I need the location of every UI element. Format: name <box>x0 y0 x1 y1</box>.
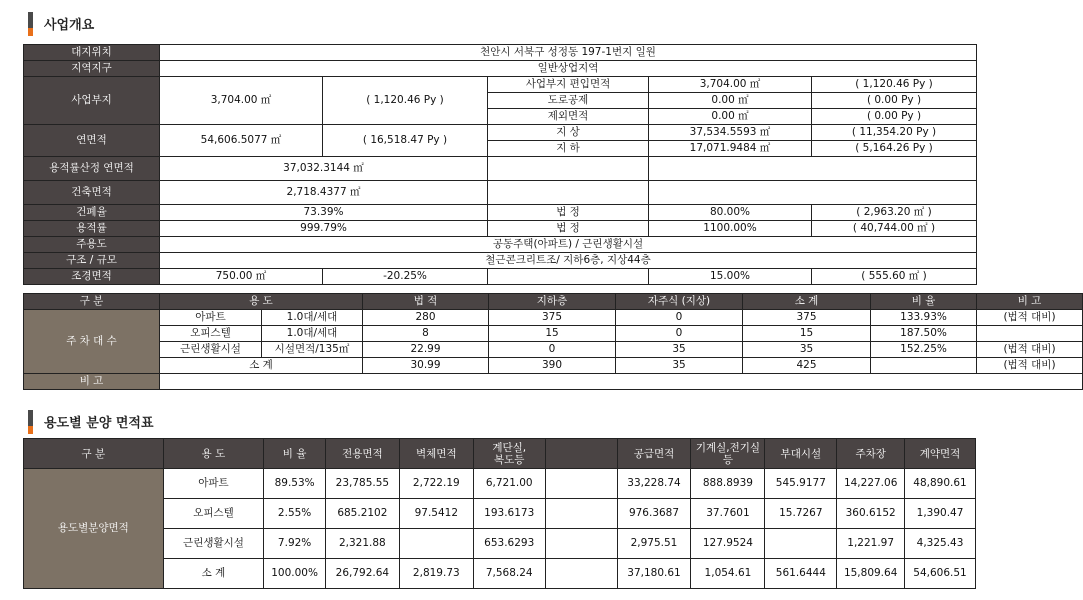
column-header: 용 도 <box>163 439 264 469</box>
table-row <box>24 205 977 221</box>
table-row <box>24 61 977 77</box>
cell-wall: 2,819.73 <box>399 559 473 589</box>
section-title-text: 사업개요 <box>44 18 95 33</box>
cell-ratio: 7.92% <box>264 529 326 559</box>
table-row <box>24 77 977 93</box>
title-marker <box>28 410 33 426</box>
cell-value: 73.39% <box>160 205 488 221</box>
column-header: 자주식 (지상) <box>616 294 743 310</box>
cell-empty <box>649 181 977 205</box>
cell-note: (법적 대비) <box>977 310 1083 326</box>
cell-use: 아파트 <box>160 310 262 326</box>
table-row <box>24 237 977 253</box>
column-header: 구 분 <box>24 439 164 469</box>
cell-basis: 1.0대/세대 <box>262 310 363 326</box>
cell-aux: 561.6444 <box>765 559 837 589</box>
cell-wall: 97.5412 <box>399 499 473 529</box>
column-header: 소 계 <box>743 294 871 310</box>
cell-self: 35 <box>616 358 743 374</box>
cell-py: ( 2,963.20 ㎡ ) <box>812 205 977 221</box>
cell-underground: 15 <box>489 326 616 342</box>
cell-aux: 15.7267 <box>765 499 837 529</box>
column-header: 전용면적 <box>325 439 399 469</box>
cell-parking: 15,809.64 <box>837 559 905 589</box>
cell-use: 소 계 <box>163 559 264 589</box>
cell-contract: 1,390.47 <box>905 499 976 529</box>
table-row <box>24 342 1083 358</box>
cell-sublabel: 지 상 <box>488 125 649 141</box>
cell-exclusive: 23,785.55 <box>325 469 399 499</box>
row-label: 건축면적 <box>24 181 160 205</box>
overview-table <box>23 44 977 285</box>
row-label: 대지위치 <box>24 45 160 61</box>
cell-blank <box>545 529 617 559</box>
cell-value: 일반상업지역 <box>160 61 977 77</box>
cell-supply: 37,180.61 <box>617 559 691 589</box>
cell-self: 0 <box>616 326 743 342</box>
cell-value: 37,032.3144 ㎡ <box>160 157 488 181</box>
cell-py: ( 40,744.00 ㎡ ) <box>812 221 977 237</box>
cell-stair: 193.6173 <box>473 499 545 529</box>
cell-use: 근린생활시설 <box>160 342 262 358</box>
group-label: 용도별분양면적 <box>24 469 164 589</box>
table-row <box>24 181 977 205</box>
cell-empty <box>649 157 977 181</box>
cell-aux <box>765 529 837 559</box>
cell-py: ( 16,518.47 Py ) <box>323 125 488 157</box>
area-table <box>23 438 976 589</box>
cell-sublabel: 법 정 <box>488 205 649 221</box>
cell-value: 0.00 ㎡ <box>649 109 812 125</box>
table-row <box>24 310 1083 326</box>
table-total-row <box>24 559 976 589</box>
cell-sublabel: 도로공제 <box>488 93 649 109</box>
cell-value: 15.00% <box>649 269 812 285</box>
column-header: 용 도 <box>160 294 363 310</box>
cell-wall: 2,722.19 <box>399 469 473 499</box>
title-marker <box>28 12 33 28</box>
cell-machine: 888.8939 <box>691 469 765 499</box>
cell-note: (법적 대비) <box>977 358 1083 374</box>
cell-exclusive: 2,321.88 <box>325 529 399 559</box>
column-header: 벽체면적 <box>399 439 473 469</box>
cell-value: 공동주택(아파트) / 근린생활시설 <box>160 237 977 253</box>
cell-value: 천안시 서북구 성정동 197-1번지 일원 <box>160 45 977 61</box>
row-label: 조경면적 <box>24 269 160 285</box>
cell-total-label: 소 계 <box>160 358 363 374</box>
table-total-row <box>24 358 1083 374</box>
cell-blank <box>545 559 617 589</box>
cell-note <box>977 326 1083 342</box>
column-header: 구 분 <box>24 294 160 310</box>
cell-exclusive: 26,792.64 <box>325 559 399 589</box>
cell-self: 35 <box>616 342 743 358</box>
column-header <box>545 439 617 469</box>
cell-exclusive: 685.2102 <box>325 499 399 529</box>
cell-legal: 8 <box>363 326 489 342</box>
table-row <box>24 499 976 529</box>
cell-self: 0 <box>616 310 743 326</box>
cell-note: (법적 대비) <box>977 342 1083 358</box>
cell-legal: 30.99 <box>363 358 489 374</box>
row-label: 건폐율 <box>24 205 160 221</box>
cell-py: ( 0.00 Py ) <box>812 109 977 125</box>
cell-machine: 37.7601 <box>691 499 765 529</box>
cell-py: ( 0.00 Py ) <box>812 93 977 109</box>
table-row <box>24 125 977 141</box>
table-header-row <box>24 439 976 469</box>
cell-ratio: 2.55% <box>264 499 326 529</box>
cell-value: 999.79% <box>160 221 488 237</box>
cell-value: 1100.00% <box>649 221 812 237</box>
cell-use: 근린생활시설 <box>163 529 264 559</box>
table-row <box>24 253 977 269</box>
column-header: 법 적 <box>363 294 489 310</box>
cell-stair: 7,568.24 <box>473 559 545 589</box>
cell-underground: 390 <box>489 358 616 374</box>
cell-sublabel: 지 하 <box>488 141 649 157</box>
title-marker-accent <box>28 28 33 36</box>
cell-legal: 22.99 <box>363 342 489 358</box>
row-label: 지역지구 <box>24 61 160 77</box>
cell-value: 철근콘크리트조/ 지하6층, 지상44층 <box>160 253 977 269</box>
cell-contract: 54,606.51 <box>905 559 976 589</box>
table-row <box>24 157 977 181</box>
cell-ratio: 152.25% <box>871 342 977 358</box>
cell-value: -20.25% <box>323 269 488 285</box>
cell-value: 37,534.5593 ㎡ <box>649 125 812 141</box>
cell-ratio <box>871 358 977 374</box>
cell-subtotal: 35 <box>743 342 871 358</box>
cell-value: 54,606.5077 ㎡ <box>160 125 323 157</box>
cell-value: 3,704.00 ㎡ <box>649 77 812 93</box>
column-header: 비 율 <box>264 439 326 469</box>
row-label: 연면적 <box>24 125 160 157</box>
cell-py: ( 11,354.20 Py ) <box>812 125 977 141</box>
column-header: 주차장 <box>837 439 905 469</box>
cell-contract: 4,325.43 <box>905 529 976 559</box>
cell-value: 750.00 ㎡ <box>160 269 323 285</box>
cell-blank <box>545 469 617 499</box>
cell-machine: 127.9524 <box>691 529 765 559</box>
cell-ratio: 89.53% <box>264 469 326 499</box>
cell-value: 0.00 ㎡ <box>649 93 812 109</box>
row-label: 용적률 <box>24 221 160 237</box>
cell-parking: 14,227.06 <box>837 469 905 499</box>
cell-empty <box>488 269 649 285</box>
cell-blank <box>545 499 617 529</box>
cell-subtotal: 425 <box>743 358 871 374</box>
table-row <box>24 529 976 559</box>
cell-stair: 6,721.00 <box>473 469 545 499</box>
cell-use: 오피스텔 <box>163 499 264 529</box>
cell-sublabel: 법 정 <box>488 221 649 237</box>
cell-sublabel: 제외면적 <box>488 109 649 125</box>
cell-subtotal: 375 <box>743 310 871 326</box>
cell-underground: 0 <box>489 342 616 358</box>
table-header-row <box>24 294 1083 310</box>
table-row <box>24 469 976 499</box>
cell-empty <box>488 157 649 181</box>
cell-basis: 1.0대/세대 <box>262 326 363 342</box>
title-marker-accent <box>28 426 33 434</box>
column-header: 공급면적 <box>617 439 691 469</box>
cell-supply: 2,975.51 <box>617 529 691 559</box>
cell-legal: 280 <box>363 310 489 326</box>
section-title-text: 용도별 분양 면적표 <box>44 416 154 431</box>
cell-machine: 1,054.61 <box>691 559 765 589</box>
cell-supply: 33,228.74 <box>617 469 691 499</box>
table-row <box>24 221 977 237</box>
cell-stair: 653.6293 <box>473 529 545 559</box>
cell-py: ( 555.60 ㎡ ) <box>812 269 977 285</box>
parking-table <box>23 293 1083 390</box>
cell-value: 2,718.4377 ㎡ <box>160 181 488 205</box>
cell-py: ( 5,164.26 Py ) <box>812 141 977 157</box>
row-label: 구조 / 규모 <box>24 253 160 269</box>
cell-basis: 시설면적/135㎡ <box>262 342 363 358</box>
cell-aux: 545.9177 <box>765 469 837 499</box>
cell-contract: 48,890.61 <box>905 469 976 499</box>
cell-py: ( 1,120.46 Py ) <box>323 77 488 125</box>
row-label: 주용도 <box>24 237 160 253</box>
cell-py: ( 1,120.46 Py ) <box>812 77 977 93</box>
column-header: 계약면적 <box>905 439 976 469</box>
column-header: 부대시설 <box>765 439 837 469</box>
cell-use: 아파트 <box>163 469 264 499</box>
cell-empty <box>160 374 1083 390</box>
column-header: 기계실,전기실 등 <box>691 439 765 469</box>
table-row <box>24 45 977 61</box>
cell-supply: 976.3687 <box>617 499 691 529</box>
cell-empty <box>488 181 649 205</box>
remarks-label: 비 고 <box>24 374 160 390</box>
column-header: 지하층 <box>489 294 616 310</box>
column-header: 비 고 <box>977 294 1083 310</box>
group-label: 주 차 대 수 <box>24 310 160 374</box>
column-header: 비 율 <box>871 294 977 310</box>
cell-value: 3,704.00 ㎡ <box>160 77 323 125</box>
row-label: 용적률산정 연면적 <box>24 157 160 181</box>
cell-subtotal: 15 <box>743 326 871 342</box>
cell-ratio: 187.50% <box>871 326 977 342</box>
cell-sublabel: 사업부지 편입면적 <box>488 77 649 93</box>
cell-ratio: 100.00% <box>264 559 326 589</box>
row-label: 사업부지 <box>24 77 160 125</box>
table-row <box>24 326 1083 342</box>
cell-value: 80.00% <box>649 205 812 221</box>
table-row <box>24 374 1083 390</box>
cell-value: 17,071.9484 ㎡ <box>649 141 812 157</box>
table-row <box>24 269 977 285</box>
cell-use: 오피스텔 <box>160 326 262 342</box>
cell-ratio: 133.93% <box>871 310 977 326</box>
cell-parking: 360.6152 <box>837 499 905 529</box>
column-header: 계단실, 복도등 <box>473 439 545 469</box>
cell-wall <box>399 529 473 559</box>
cell-underground: 375 <box>489 310 616 326</box>
cell-parking: 1,221.97 <box>837 529 905 559</box>
